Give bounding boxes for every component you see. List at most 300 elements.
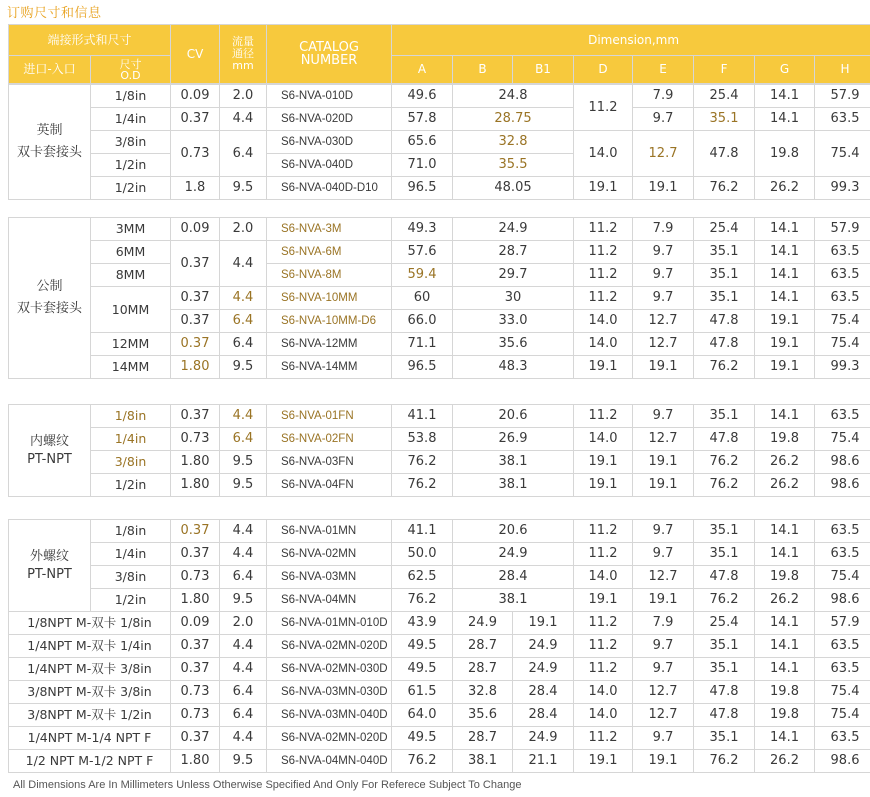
table-row bbox=[9, 405, 870, 428]
dim-e-cell: 9.7 bbox=[633, 520, 694, 543]
dim-b-cell: 38.1 bbox=[453, 589, 574, 612]
connection-cell: 1/8NPT M-双卡 1/8in bbox=[9, 612, 171, 635]
dim-h-cell: 98.6 bbox=[815, 474, 870, 497]
dim-d-cell: 11.2 bbox=[574, 520, 633, 543]
dim-b-cell: 28.7 bbox=[453, 727, 513, 750]
cv-cell: 1.80 bbox=[171, 356, 220, 379]
dim-f-cell: 35.1 bbox=[694, 405, 755, 428]
dim-f-cell: 76.2 bbox=[694, 177, 755, 200]
dim-f-cell: 35.1 bbox=[694, 727, 755, 750]
header-cv: CV bbox=[171, 25, 220, 84]
flow-cell: 2.0 bbox=[220, 612, 267, 635]
cv-cell: 0.37 bbox=[171, 520, 220, 543]
size-cell: 3/8in bbox=[91, 131, 171, 154]
dim-a-cell: 49.5 bbox=[392, 658, 453, 681]
dim-a-cell: 60 bbox=[392, 287, 453, 310]
dim-a-cell: 57.8 bbox=[392, 108, 453, 131]
flow-cell: 9.5 bbox=[220, 451, 267, 474]
dim-a-cell: 43.9 bbox=[392, 612, 453, 635]
dim-d-cell: 11.2 bbox=[574, 218, 633, 241]
dim-a-cell: 96.5 bbox=[392, 177, 453, 200]
cv-cell: 0.73 bbox=[171, 428, 220, 451]
dim-h-cell: 63.5 bbox=[815, 727, 870, 750]
flow-cell: 4.4 bbox=[220, 287, 267, 310]
dim-h-cell: 98.6 bbox=[815, 451, 870, 474]
dim-g-cell: 19.8 bbox=[755, 704, 815, 727]
cv-cell: 0.73 bbox=[171, 566, 220, 589]
dim-b-cell: 26.9 bbox=[453, 428, 574, 451]
table-row bbox=[9, 750, 870, 773]
catalog-cell: S6-NVA-8M bbox=[267, 264, 392, 287]
size-cell: 1/4in bbox=[91, 108, 171, 131]
connection-cell: 1/4NPT M-双卡 3/8in bbox=[9, 658, 171, 681]
dim-g-cell: 14.1 bbox=[755, 405, 815, 428]
section-label: 外螺纹 PT-NPT bbox=[9, 520, 91, 612]
dim-g-cell: 19.8 bbox=[755, 428, 815, 451]
dim-h-cell: 99.3 bbox=[815, 356, 870, 379]
table-row bbox=[9, 681, 870, 704]
size-cell: 3/8in bbox=[91, 566, 171, 589]
header-col-e: E bbox=[633, 56, 694, 84]
header-col-a: A bbox=[392, 56, 453, 84]
table-row bbox=[9, 287, 870, 310]
dim-e-cell: 19.1 bbox=[633, 589, 694, 612]
dim-b-cell: 28.7 bbox=[453, 658, 513, 681]
catalog-cell: S6-NVA-02MN-030D bbox=[267, 658, 392, 681]
dim-h-cell: 63.5 bbox=[815, 543, 870, 566]
dim-h-cell: 63.5 bbox=[815, 635, 870, 658]
table-row bbox=[9, 218, 870, 241]
cv-cell: 0.37 bbox=[171, 108, 220, 131]
dim-e-cell: 19.1 bbox=[633, 750, 694, 773]
header-col-h: H bbox=[815, 56, 870, 84]
flow-cell: 6.4 bbox=[220, 428, 267, 451]
dim-e-cell: 7.9 bbox=[633, 612, 694, 635]
footer-note: All Dimensions Are In Millimeters Unless Otherwise Specified And Only For Referece Subject To Change bbox=[13, 779, 522, 791]
dim-h-cell: 57.9 bbox=[815, 218, 870, 241]
cv-cell: 1.8 bbox=[171, 177, 220, 200]
dim-f-cell: 35.1 bbox=[694, 543, 755, 566]
dim-f-cell: 35.1 bbox=[694, 658, 755, 681]
catalog-cell: S6-NVA-03MN bbox=[267, 566, 392, 589]
flow-cell: 4.4 bbox=[220, 108, 267, 131]
dim-f-cell: 47.8 bbox=[694, 428, 755, 451]
dim-h-cell: 75.4 bbox=[815, 131, 870, 177]
dim-d-cell: 14.0 bbox=[574, 566, 633, 589]
header-inlet: 进口-入口 bbox=[9, 56, 91, 84]
flow-cell: 6.4 bbox=[220, 681, 267, 704]
dim-g-cell: 26.2 bbox=[755, 589, 815, 612]
dim-e-cell: 19.1 bbox=[633, 451, 694, 474]
catalog-cell: S6-NVA-040D-D10 bbox=[267, 177, 392, 200]
catalog-cell: S6-NVA-02MN bbox=[267, 543, 392, 566]
dim-h-cell: 99.3 bbox=[815, 177, 870, 200]
dim-b-cell: 35.6 bbox=[453, 333, 574, 356]
cv-cell: 0.09 bbox=[171, 85, 220, 108]
connection-cell: 1/2 NPT M-1/2 NPT F bbox=[9, 750, 171, 773]
dim-f-cell: 25.4 bbox=[694, 612, 755, 635]
connection-cell: 1/4NPT M-1/4 NPT F bbox=[9, 727, 171, 750]
catalog-cell: S6-NVA-10MM bbox=[267, 287, 392, 310]
cv-cell: 0.37 bbox=[171, 727, 220, 750]
header-connection: 端接形式和尺寸 bbox=[9, 25, 171, 56]
dim-h-cell: 75.4 bbox=[815, 681, 870, 704]
dim-d-cell: 19.1 bbox=[574, 589, 633, 612]
flow-cell: 9.5 bbox=[220, 356, 267, 379]
dim-b-cell: 24.8 bbox=[453, 85, 574, 108]
dim-a-cell: 41.1 bbox=[392, 520, 453, 543]
dim-f-cell: 47.8 bbox=[694, 333, 755, 356]
dim-d-cell: 14.0 bbox=[574, 310, 633, 333]
table-row bbox=[9, 264, 870, 287]
table-row bbox=[9, 451, 870, 474]
dim-g-cell: 14.1 bbox=[755, 635, 815, 658]
dim-e-cell: 12.7 bbox=[633, 681, 694, 704]
connection-cell: 3/8NPT M-双卡 1/2in bbox=[9, 704, 171, 727]
dim-b1-cell: 19.1 bbox=[513, 612, 574, 635]
section-imperial-twin-ferrule bbox=[8, 84, 870, 200]
dim-g-cell: 19.8 bbox=[755, 131, 815, 177]
section-label: 公制 双卡套接头 bbox=[9, 218, 91, 379]
dim-e-cell: 9.7 bbox=[633, 543, 694, 566]
dim-g-cell: 26.2 bbox=[755, 750, 815, 773]
table-row bbox=[9, 727, 870, 750]
catalog-cell: S6-NVA-12MM bbox=[267, 333, 392, 356]
dim-a-cell: 76.2 bbox=[392, 451, 453, 474]
size-cell: 1/2in bbox=[91, 154, 171, 177]
dim-d-cell: 19.1 bbox=[574, 750, 633, 773]
dim-f-cell: 76.2 bbox=[694, 451, 755, 474]
cv-cell: 0.73 bbox=[171, 131, 220, 177]
size-cell: 14MM bbox=[91, 356, 171, 379]
dim-h-cell: 63.5 bbox=[815, 287, 870, 310]
dim-h-cell: 75.4 bbox=[815, 428, 870, 451]
catalog-cell: S6-NVA-6M bbox=[267, 241, 392, 264]
dim-d-cell: 11.2 bbox=[574, 612, 633, 635]
flow-cell: 9.5 bbox=[220, 750, 267, 773]
dim-d-cell: 11.2 bbox=[574, 405, 633, 428]
table-row bbox=[9, 474, 870, 497]
dim-b-cell: 28.75 bbox=[453, 108, 574, 131]
flow-cell: 6.4 bbox=[220, 310, 267, 333]
dim-b-cell: 24.9 bbox=[453, 612, 513, 635]
flow-cell: 4.4 bbox=[220, 727, 267, 750]
dim-b1-cell: 28.4 bbox=[513, 681, 574, 704]
table-row bbox=[9, 658, 870, 681]
table-row bbox=[9, 108, 870, 131]
dim-d-cell: 11.2 bbox=[574, 543, 633, 566]
dim-d-cell: 11.2 bbox=[574, 635, 633, 658]
table-row bbox=[9, 131, 870, 154]
dim-d-cell: 19.1 bbox=[574, 177, 633, 200]
dim-d-cell: 19.1 bbox=[574, 451, 633, 474]
dim-b-cell: 28.7 bbox=[453, 241, 574, 264]
dim-g-cell: 14.1 bbox=[755, 520, 815, 543]
dim-a-cell: 59.4 bbox=[392, 264, 453, 287]
catalog-cell: S6-NVA-030D bbox=[267, 131, 392, 154]
dim-h-cell: 75.4 bbox=[815, 310, 870, 333]
dim-b-cell: 38.1 bbox=[453, 750, 513, 773]
dim-g-cell: 14.1 bbox=[755, 612, 815, 635]
dim-f-cell: 76.2 bbox=[694, 589, 755, 612]
flow-cell: 6.4 bbox=[220, 333, 267, 356]
table-row bbox=[9, 356, 870, 379]
dim-b-cell: 48.3 bbox=[453, 356, 574, 379]
dim-e-cell: 9.7 bbox=[633, 635, 694, 658]
catalog-cell: S6-NVA-04FN bbox=[267, 474, 392, 497]
dim-b-cell: 24.9 bbox=[453, 218, 574, 241]
dim-g-cell: 14.1 bbox=[755, 543, 815, 566]
dim-b-cell: 35.5 bbox=[453, 154, 574, 177]
size-cell: 3MM bbox=[91, 218, 171, 241]
table-row bbox=[9, 333, 870, 356]
cv-cell: 0.37 bbox=[171, 241, 220, 287]
catalog-cell: S6-NVA-04MN-040D bbox=[267, 750, 392, 773]
dim-a-cell: 61.5 bbox=[392, 681, 453, 704]
dim-a-cell: 76.2 bbox=[392, 750, 453, 773]
flow-cell: 9.5 bbox=[220, 589, 267, 612]
table-row bbox=[9, 704, 870, 727]
dim-e-cell: 9.7 bbox=[633, 727, 694, 750]
dim-f-cell: 76.2 bbox=[694, 356, 755, 379]
connection-cell: 1/4NPT M-双卡 1/4in bbox=[9, 635, 171, 658]
dim-b-cell: 28.7 bbox=[453, 635, 513, 658]
dim-a-cell: 71.1 bbox=[392, 333, 453, 356]
flow-cell: 4.4 bbox=[220, 635, 267, 658]
header-col-d: D bbox=[574, 56, 633, 84]
catalog-cell: S6-NVA-02FN bbox=[267, 428, 392, 451]
dim-a-cell: 49.5 bbox=[392, 727, 453, 750]
size-cell: 1/2in bbox=[91, 474, 171, 497]
catalog-cell: S6-NVA-10MM-D6 bbox=[267, 310, 392, 333]
cv-cell: 0.73 bbox=[171, 681, 220, 704]
dim-b-cell: 33.0 bbox=[453, 310, 574, 333]
size-cell: 3/8in bbox=[91, 451, 171, 474]
dim-b-cell: 32.8 bbox=[453, 131, 574, 154]
catalog-cell: S6-NVA-01MN bbox=[267, 520, 392, 543]
dim-g-cell: 26.2 bbox=[755, 177, 815, 200]
dim-b1-cell: 24.9 bbox=[513, 727, 574, 750]
dim-g-cell: 19.1 bbox=[755, 310, 815, 333]
dim-h-cell: 63.5 bbox=[815, 520, 870, 543]
catalog-cell: S6-NVA-03MN-030D bbox=[267, 681, 392, 704]
dim-b1-cell: 28.4 bbox=[513, 704, 574, 727]
dim-a-cell: 76.2 bbox=[392, 589, 453, 612]
header-flow: 流量 通径 mm bbox=[220, 25, 267, 84]
dim-e-cell: 12.7 bbox=[633, 310, 694, 333]
dim-g-cell: 26.2 bbox=[755, 451, 815, 474]
table-row bbox=[9, 241, 870, 264]
flow-cell: 4.4 bbox=[220, 520, 267, 543]
dim-b-cell: 38.1 bbox=[453, 451, 574, 474]
dim-f-cell: 76.2 bbox=[694, 750, 755, 773]
catalog-cell: S6-NVA-3M bbox=[267, 218, 392, 241]
header-catalog: CATALOG NUMBER bbox=[267, 25, 392, 84]
page-title: 订购尺寸和信息 bbox=[7, 6, 102, 21]
table-row bbox=[9, 612, 870, 635]
dim-a-cell: 62.5 bbox=[392, 566, 453, 589]
size-cell: 1/2in bbox=[91, 177, 171, 200]
flow-cell: 4.4 bbox=[220, 241, 267, 287]
dim-b1-cell: 24.9 bbox=[513, 658, 574, 681]
size-cell: 1/2in bbox=[91, 589, 171, 612]
dim-g-cell: 14.1 bbox=[755, 264, 815, 287]
dim-h-cell: 63.5 bbox=[815, 264, 870, 287]
dim-b-cell: 38.1 bbox=[453, 474, 574, 497]
cv-cell: 0.37 bbox=[171, 543, 220, 566]
dim-g-cell: 19.1 bbox=[755, 356, 815, 379]
catalog-cell: S6-NVA-02MN-020D bbox=[267, 727, 392, 750]
table-row bbox=[9, 543, 870, 566]
dim-a-cell: 50.0 bbox=[392, 543, 453, 566]
cv-cell: 0.09 bbox=[171, 612, 220, 635]
header-col-b1: B1 bbox=[513, 56, 574, 84]
dim-h-cell: 63.5 bbox=[815, 658, 870, 681]
cv-cell: 1.80 bbox=[171, 451, 220, 474]
dim-e-cell: 9.7 bbox=[633, 287, 694, 310]
flow-cell: 6.4 bbox=[220, 704, 267, 727]
dim-a-cell: 96.5 bbox=[392, 356, 453, 379]
dim-g-cell: 19.8 bbox=[755, 681, 815, 704]
size-cell: 6MM bbox=[91, 241, 171, 264]
dim-d-cell: 14.0 bbox=[574, 704, 633, 727]
cv-cell: 0.37 bbox=[171, 405, 220, 428]
dim-f-cell: 35.1 bbox=[694, 287, 755, 310]
dim-e-cell: 12.7 bbox=[633, 566, 694, 589]
cv-cell: 0.37 bbox=[171, 310, 220, 333]
size-cell: 8MM bbox=[91, 264, 171, 287]
dim-b1-cell: 24.9 bbox=[513, 635, 574, 658]
dim-b-cell: 20.6 bbox=[453, 520, 574, 543]
cv-cell: 0.73 bbox=[171, 704, 220, 727]
dim-h-cell: 63.5 bbox=[815, 241, 870, 264]
dim-d-cell: 19.1 bbox=[574, 474, 633, 497]
flow-cell: 9.5 bbox=[220, 474, 267, 497]
size-cell: 1/8in bbox=[91, 85, 171, 108]
dim-g-cell: 26.2 bbox=[755, 474, 815, 497]
section-metric-twin-ferrule bbox=[8, 217, 870, 379]
dim-f-cell: 47.8 bbox=[694, 704, 755, 727]
dim-f-cell: 35.1 bbox=[694, 520, 755, 543]
cv-cell: 0.37 bbox=[171, 333, 220, 356]
header-col-f: F bbox=[694, 56, 755, 84]
cv-cell: 1.80 bbox=[171, 474, 220, 497]
dim-f-cell: 76.2 bbox=[694, 474, 755, 497]
flow-cell: 6.4 bbox=[220, 566, 267, 589]
flow-cell: 2.0 bbox=[220, 85, 267, 108]
catalog-cell: S6-NVA-03FN bbox=[267, 451, 392, 474]
table-row bbox=[9, 635, 870, 658]
dim-g-cell: 14.1 bbox=[755, 108, 815, 131]
dim-a-cell: 71.0 bbox=[392, 154, 453, 177]
cv-cell: 1.80 bbox=[171, 750, 220, 773]
cv-cell: 1.80 bbox=[171, 589, 220, 612]
catalog-cell: S6-NVA-14MM bbox=[267, 356, 392, 379]
dim-g-cell: 14.1 bbox=[755, 85, 815, 108]
connection-cell: 3/8NPT M-双卡 3/8in bbox=[9, 681, 171, 704]
dim-a-cell: 49.6 bbox=[392, 85, 453, 108]
dim-g-cell: 19.8 bbox=[755, 566, 815, 589]
table-row bbox=[9, 589, 870, 612]
size-cell: 1/8in bbox=[91, 520, 171, 543]
dim-f-cell: 47.8 bbox=[694, 131, 755, 177]
dim-e-cell: 12.7 bbox=[633, 704, 694, 727]
size-cell: 1/4in bbox=[91, 428, 171, 451]
dim-e-cell: 19.1 bbox=[633, 474, 694, 497]
flow-cell: 4.4 bbox=[220, 543, 267, 566]
dim-h-cell: 75.4 bbox=[815, 333, 870, 356]
combo-rows bbox=[9, 612, 870, 773]
flow-cell: 6.4 bbox=[220, 131, 267, 177]
dim-g-cell: 14.1 bbox=[755, 218, 815, 241]
catalog-cell: S6-NVA-040D bbox=[267, 154, 392, 177]
dim-e-cell: 9.7 bbox=[633, 241, 694, 264]
catalog-cell: S6-NVA-020D bbox=[267, 108, 392, 131]
dim-d-cell: 14.0 bbox=[574, 333, 633, 356]
dim-d-cell: 11.2 bbox=[574, 241, 633, 264]
dim-h-cell: 75.4 bbox=[815, 566, 870, 589]
dim-e-cell: 12.7 bbox=[633, 131, 694, 177]
dim-h-cell: 63.5 bbox=[815, 405, 870, 428]
dim-g-cell: 19.1 bbox=[755, 333, 815, 356]
dim-g-cell: 14.1 bbox=[755, 241, 815, 264]
dim-e-cell: 7.9 bbox=[633, 218, 694, 241]
dim-f-cell: 35.1 bbox=[694, 241, 755, 264]
dim-f-cell: 35.1 bbox=[694, 264, 755, 287]
dim-f-cell: 35.1 bbox=[694, 108, 755, 131]
section-label: 英制 双卡套接头 bbox=[9, 85, 91, 200]
dim-a-cell: 49.5 bbox=[392, 635, 453, 658]
dim-e-cell: 9.7 bbox=[633, 108, 694, 131]
dim-b-cell: 28.4 bbox=[453, 566, 574, 589]
dim-f-cell: 47.8 bbox=[694, 681, 755, 704]
dim-d-cell: 14.0 bbox=[574, 131, 633, 177]
section-label: 内螺纹 PT-NPT bbox=[9, 405, 91, 497]
dim-a-cell: 57.6 bbox=[392, 241, 453, 264]
catalog-cell: S6-NVA-03MN-040D bbox=[267, 704, 392, 727]
catalog-cell: S6-NVA-01FN bbox=[267, 405, 392, 428]
table-row bbox=[9, 85, 870, 108]
cv-cell: 0.37 bbox=[171, 635, 220, 658]
dim-f-cell: 47.8 bbox=[694, 310, 755, 333]
dim-a-cell: 41.1 bbox=[392, 405, 453, 428]
cv-cell: 0.37 bbox=[171, 658, 220, 681]
dim-h-cell: 98.6 bbox=[815, 750, 870, 773]
dim-e-cell: 12.7 bbox=[633, 428, 694, 451]
table-row bbox=[9, 177, 870, 200]
dim-b-cell: 24.9 bbox=[453, 543, 574, 566]
dim-e-cell: 9.7 bbox=[633, 658, 694, 681]
size-cell: 1/8in bbox=[91, 405, 171, 428]
table-row bbox=[9, 520, 870, 543]
catalog-cell: S6-NVA-04MN bbox=[267, 589, 392, 612]
size-cell: 10MM bbox=[91, 287, 171, 333]
dim-h-cell: 63.5 bbox=[815, 108, 870, 131]
dim-g-cell: 14.1 bbox=[755, 658, 815, 681]
dim-f-cell: 47.8 bbox=[694, 566, 755, 589]
catalog-cell: S6-NVA-01MN-010D bbox=[267, 612, 392, 635]
dim-g-cell: 14.1 bbox=[755, 727, 815, 750]
dim-a-cell: 76.2 bbox=[392, 474, 453, 497]
section-female-thread bbox=[8, 404, 870, 497]
dim-d-cell: 11.2 bbox=[574, 727, 633, 750]
table-row bbox=[9, 566, 870, 589]
dim-e-cell: 12.7 bbox=[633, 333, 694, 356]
catalog-cell: S6-NVA-010D bbox=[267, 85, 392, 108]
dim-b-cell: 48.05 bbox=[453, 177, 574, 200]
size-cell: 1/4in bbox=[91, 543, 171, 566]
dim-h-cell: 98.6 bbox=[815, 589, 870, 612]
